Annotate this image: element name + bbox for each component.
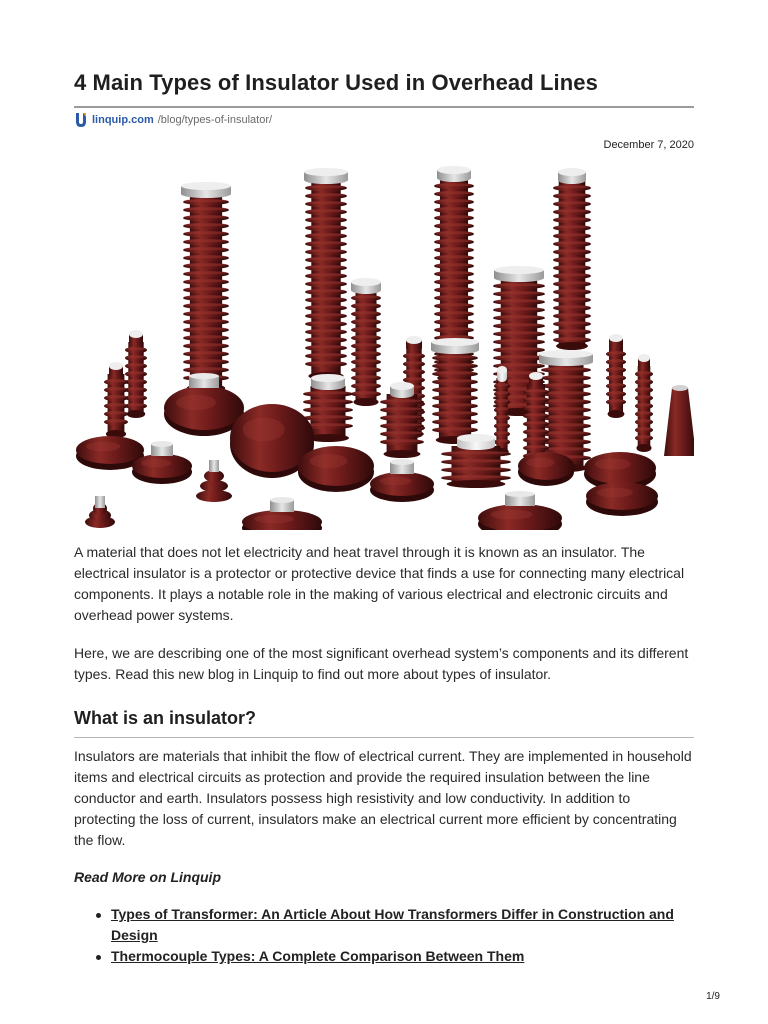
overview-paragraph: Here, we are describing one of the most significant overhead system’s components and its different types. Read this new blog in Linquip to find out more about types of insulator. xyxy=(74,645,689,682)
hero-image xyxy=(74,166,694,530)
section-divider xyxy=(74,737,694,738)
source-path[interactable]: /blog/types-of-insulator/ xyxy=(157,114,273,126)
intro-paragraph: A material that does not let electricity and heat travel through it is known as an insulator. The electrical insulator is a protector or protective device that finds a use for connecting many electrical components. It plays a notable role in the making of various electrical and electronic circuits and overhead power systems. xyxy=(74,544,685,623)
linquip-logo-icon xyxy=(74,112,88,128)
section-paragraph: Insulators are materials that inhibit the flow of electrical current. They are implemented in household items and electrical circuits as protection and provide the required insulation between the line conductor and earth. Insulators possess high resistivity and low conductivity. In addition to protecting the loss of current, insulators make an electrical current more efficient by concentrating the flow. xyxy=(74,748,692,848)
read-more-list xyxy=(74,904,694,967)
section-heading: What is an insulator? xyxy=(74,708,257,728)
thermocouple-article-link[interactable]: Thermocouple Types: A Complete Comparison Between Them xyxy=(111,948,525,964)
title-divider xyxy=(74,106,694,108)
source-domain[interactable]: linquip.com xyxy=(92,114,154,126)
list-item xyxy=(111,946,694,967)
transformer-article-link[interactable]: Types of Transformer: An Article About How Transformers Differ in Construction and Design xyxy=(111,906,674,943)
article-title: 4 Main Types of Insulator Used in Overhead Lines xyxy=(74,70,598,95)
page-number: 1/9 xyxy=(706,991,720,1002)
source-url[interactable] xyxy=(74,112,272,128)
publish-date: December 7, 2020 xyxy=(603,139,694,151)
read-more-label: Read More on Linquip xyxy=(74,869,221,885)
list-item xyxy=(111,904,694,946)
